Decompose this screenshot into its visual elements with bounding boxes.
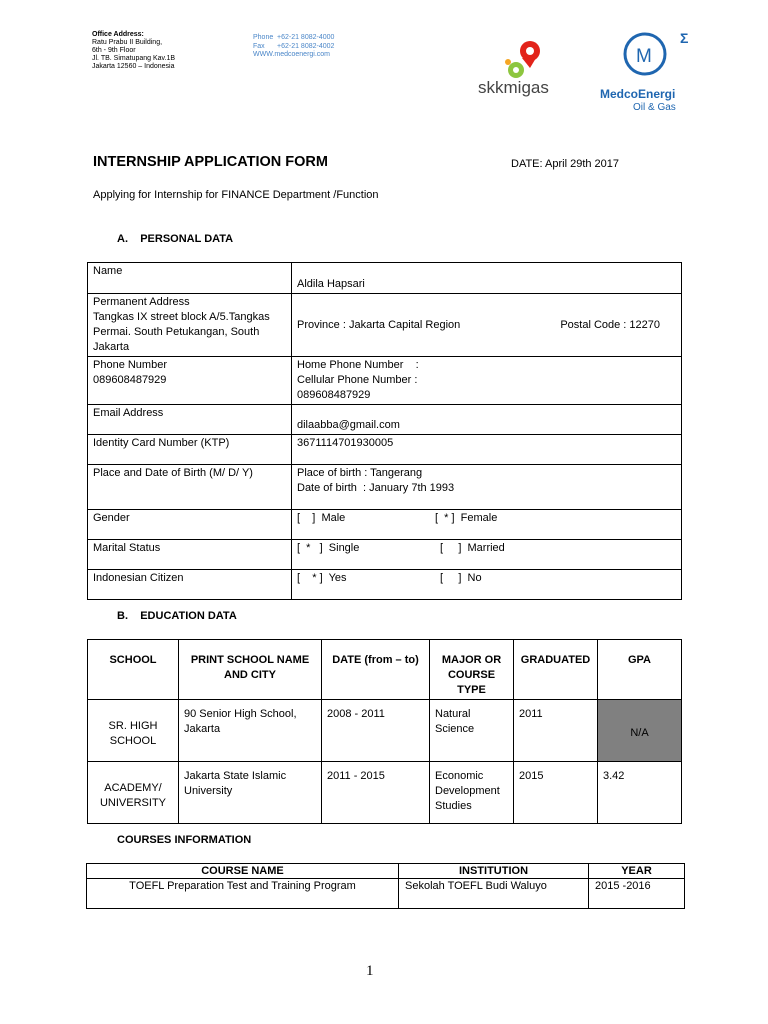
citizen-yes-option[interactable]: [ * ] Yes xyxy=(297,572,347,584)
col-institution: INSTITUTION xyxy=(399,864,589,879)
citizen-label: Indonesian Citizen xyxy=(88,570,292,600)
phone-value: 089608487929 xyxy=(93,374,167,386)
citizen-no-option[interactable]: [ ] No xyxy=(440,572,482,584)
email-label: Email Address xyxy=(88,405,292,435)
school-name: 90 Senior High School, Jakarta xyxy=(179,700,322,762)
school-type: SR. HIGH SCHOOL xyxy=(88,700,179,762)
col-date: DATE (from – to) xyxy=(322,640,430,700)
skk-red-pin-hole xyxy=(526,47,534,55)
education-row xyxy=(88,762,682,824)
office-line-3: Jl. TB. Simatupang Kav.1B xyxy=(92,55,176,62)
school-dates: 2011 - 2015 xyxy=(322,762,430,824)
col-major: MAJOR OR COURSE TYPE xyxy=(430,640,514,700)
marital-cell xyxy=(292,540,682,570)
skkmigas-logo xyxy=(478,38,576,100)
ktp-label: Identity Card Number (KTP) xyxy=(88,435,292,465)
phone-detail-cell xyxy=(292,357,682,405)
gender-cell xyxy=(292,510,682,540)
office-address xyxy=(92,31,175,71)
row-gender xyxy=(88,510,682,540)
province-cell xyxy=(292,294,682,357)
marital-single-option[interactable]: [ * ] Single xyxy=(297,542,360,554)
row-birth xyxy=(88,465,682,510)
email-cell xyxy=(292,405,682,435)
medco-m-letter: M xyxy=(636,46,652,67)
name-label: Name xyxy=(88,263,292,294)
row-address xyxy=(88,294,682,357)
col-school-name: PRINT SCHOOL NAME AND CITY xyxy=(179,640,322,700)
marital-label: Marital Status xyxy=(88,540,292,570)
website-link[interactable]: WWW.medcoenergi.com xyxy=(253,51,331,58)
phone-number: +62-21 8082-4000 xyxy=(277,34,335,41)
email-value: dilaabba@gmail.com xyxy=(297,419,400,431)
col-school: SCHOOL xyxy=(88,640,179,700)
fax-label: Fax xyxy=(253,42,265,50)
medco-wordmark: MedcoEnergi xyxy=(600,87,676,101)
col-graduated: GRADUATED xyxy=(514,640,598,700)
cell-phone: Cellular Phone Number : xyxy=(297,374,418,386)
medco-logo xyxy=(600,26,700,116)
course-year: 2015 -2016 xyxy=(589,879,685,909)
office-line-4: Jakarta 12560 – Indonesia xyxy=(92,63,175,70)
birth-cell xyxy=(292,465,682,510)
address-cell xyxy=(88,294,292,357)
courses-table xyxy=(86,863,685,909)
birth-date: Date of birth : January 7th 1993 xyxy=(297,482,455,494)
school-major: Natural Science xyxy=(430,700,514,762)
postal-code: Postal Code : 12270 xyxy=(560,318,660,331)
personal-data-heading: A. PERSONAL DATA xyxy=(117,233,234,245)
address-text: Tangkas IX street block A/5.Tangkas Permai. South Petukangan, South Jakarta xyxy=(93,311,270,353)
phone-label: Phone xyxy=(253,34,274,41)
gender-male-option[interactable]: [ ] Male xyxy=(297,512,346,524)
phone-cell xyxy=(88,357,292,405)
office-line-2: 6th - 9th Floor xyxy=(92,47,136,54)
course-row xyxy=(87,879,685,909)
skk-red-pin-tip xyxy=(522,58,536,68)
office-line-1: Ratu Prabu II Building, xyxy=(92,39,163,46)
school-name: Jakarta State Islamic University xyxy=(179,762,322,824)
gender-label: Gender xyxy=(88,510,292,540)
col-course-name: COURSE NAME xyxy=(87,864,399,879)
school-gpa: 3.42 xyxy=(598,762,682,824)
skk-green-pin-hole xyxy=(513,67,519,73)
course-name: TOEFL Preparation Test and Training Program xyxy=(87,879,399,909)
form-date: DATE: April 29th 2017 xyxy=(511,158,620,170)
school-gpa: N/A xyxy=(598,700,682,762)
phone-label-text: Phone Number xyxy=(93,359,167,371)
applying-line: Applying for Internship for FINANCE Department /Function xyxy=(93,189,379,201)
medco-sigma: Σ xyxy=(680,30,689,46)
row-marital xyxy=(88,540,682,570)
row-ktp xyxy=(88,435,682,465)
cell-phone-value: 089608487929 xyxy=(297,389,371,401)
education-row xyxy=(88,700,682,762)
school-major: Economic Development Studies xyxy=(430,762,514,824)
education-table xyxy=(87,639,682,824)
school-dates: 2008 - 2011 xyxy=(322,700,430,762)
province-text: Province : Jakarta Capital Region xyxy=(297,318,461,331)
fax-number: +62-21 8082-4002 xyxy=(277,42,335,50)
school-type: ACADEMY/ UNIVERSITY xyxy=(88,762,179,824)
birth-place: Place of birth : Tangerang xyxy=(297,467,423,479)
school-graduated: 2011 xyxy=(514,700,598,762)
office-title: Office Address: xyxy=(92,31,144,38)
course-institution: Sekolah TOEFL Budi Waluyo xyxy=(399,879,589,909)
row-email xyxy=(88,405,682,435)
citizen-cell xyxy=(292,570,682,600)
page-number: 1 xyxy=(366,963,374,979)
col-year: YEAR xyxy=(589,864,685,879)
courses-header-row xyxy=(87,864,685,879)
name-value xyxy=(292,263,682,294)
gender-female-option[interactable]: [ * ] Female xyxy=(435,512,498,524)
home-phone: Home Phone Number : xyxy=(297,359,419,371)
birth-label: Place and Date of Birth (M/ D/ Y) xyxy=(88,465,292,510)
ktp-value: 3671114701930005 xyxy=(292,435,682,465)
row-name xyxy=(88,263,682,294)
education-data-heading: B. EDUCATION DATA xyxy=(117,610,237,622)
courses-heading: COURSES INFORMATION xyxy=(117,834,252,846)
education-header-row xyxy=(88,640,682,700)
medco-subtitle: Oil & Gas xyxy=(633,102,676,113)
name-text: Aldila Hapsari xyxy=(297,278,365,290)
skkmigas-wordmark: skkmigas xyxy=(478,78,549,97)
address-label: Permanent Address xyxy=(93,296,190,308)
personal-data-table xyxy=(87,262,682,600)
marital-married-option[interactable]: [ ] Married xyxy=(440,542,505,554)
row-phone xyxy=(88,357,682,405)
skk-orange-dot xyxy=(505,59,511,65)
contact-info xyxy=(253,34,334,60)
row-citizen xyxy=(88,570,682,600)
col-gpa: GPA xyxy=(598,640,682,700)
form-title: INTERNSHIP APPLICATION FORM xyxy=(93,154,328,170)
school-graduated: 2015 xyxy=(514,762,598,824)
